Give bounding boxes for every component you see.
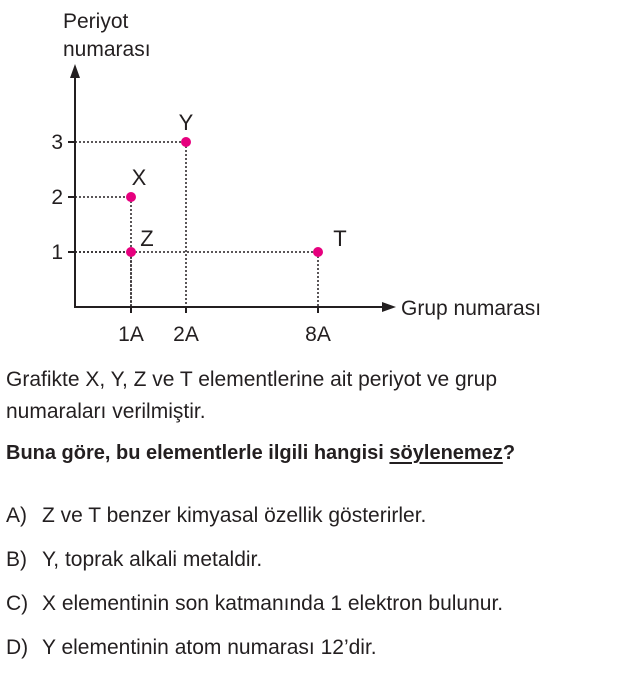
option-d[interactable]	[6, 636, 377, 660]
point-label-z: Z	[140, 226, 154, 251]
y-tick-label-1: 1	[51, 241, 63, 264]
y-tick-label-3: 3	[51, 131, 63, 154]
option-d-letter: D)	[6, 636, 29, 659]
y-axis-label-line1: Periyot	[63, 10, 129, 33]
point-z	[126, 247, 136, 257]
x-tick-label-1A: 1A	[118, 323, 144, 346]
question-prompt	[6, 442, 515, 465]
question-text-line1: Grafikte X, Y, Z ve T elementlerine ait periyot ve grup	[6, 368, 498, 391]
y-axis-label-line2: numarası	[63, 38, 151, 61]
x-tick-label-2A: 2A	[173, 323, 199, 346]
option-b[interactable]	[6, 548, 262, 572]
question-text-line2: numaraları verilmiştir.	[6, 400, 206, 423]
question-prompt-before: Buna göre, bu elementlerle ilgili hangisi	[6, 442, 390, 464]
point-t	[313, 247, 323, 257]
option-c[interactable]	[6, 592, 503, 616]
option-b-letter: B)	[6, 548, 27, 571]
option-c-letter: C)	[6, 592, 29, 615]
question-prompt-keyword: söylenemez	[389, 442, 503, 464]
point-x	[126, 192, 136, 202]
option-d-text: Y elementinin atom numarası 12’dir.	[42, 636, 377, 659]
x-tick-label-8A: 8A	[305, 323, 331, 346]
option-c-text: X elementinin son katmanında 1 elektron bulunur.	[42, 592, 504, 615]
option-a-text: Z ve T benzer kimyasal özellik gösterirler.	[42, 504, 427, 527]
point-label-y: Y	[178, 110, 194, 135]
point-label-x: X	[131, 165, 147, 190]
option-a[interactable]	[6, 504, 426, 528]
question-prompt-after: ?	[502, 442, 516, 464]
option-a-letter: A)	[6, 504, 27, 527]
y-axis-arrow	[70, 64, 80, 78]
point-y	[181, 137, 191, 147]
x-axis-label: Grup numarası	[401, 297, 542, 320]
y-tick-label-2: 2	[51, 186, 63, 209]
option-b-text: Y, toprak alkali metaldir.	[42, 548, 263, 571]
point-label-t: T	[333, 226, 347, 251]
x-axis-arrow	[382, 302, 396, 312]
